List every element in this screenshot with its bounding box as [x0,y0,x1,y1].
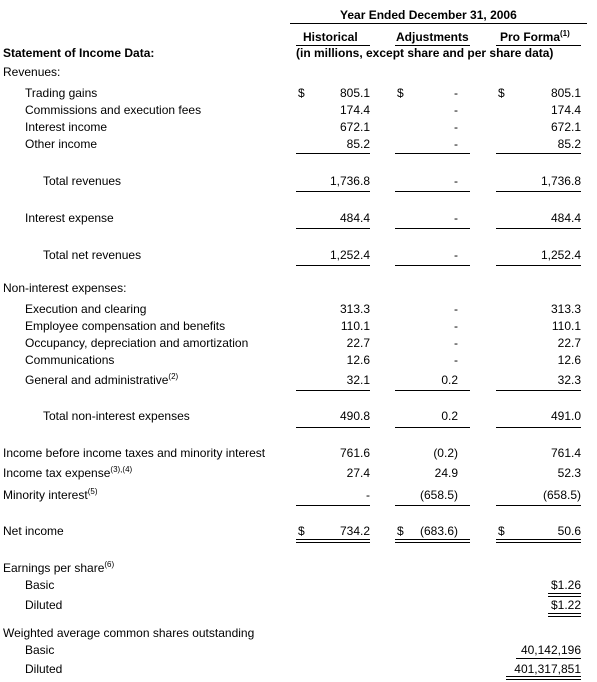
col-header-proforma-footnote: (1) [560,29,570,38]
underline [296,153,370,154]
proforma-value: 805.1 [550,86,581,100]
row-label-footnote: (5) [87,487,98,496]
shares-diluted-value: 401,317,851 [514,662,581,676]
double-underline [506,676,581,680]
shares-basic-value: 40,142,196 [520,643,581,657]
double-underline [496,539,581,543]
historical-value: 1,252.4 [329,248,370,262]
historical-value: 484.4 [339,211,370,225]
double-underline [548,593,581,597]
dollar-sign: $ [397,86,404,100]
double-underline [296,539,370,543]
underline [496,390,581,391]
underline [296,390,370,391]
historical-value: 761.6 [339,446,370,460]
underline [395,228,470,229]
proforma-value: 22.7 [557,336,581,350]
adjustment-value: 0.2 [441,409,458,423]
revenues-label: Revenues: [3,65,61,79]
row-label: Net income [3,524,64,538]
eps-diluted-value: $1.22 [550,598,581,612]
adjustment-value: - [454,248,458,262]
row-label: Interest expense [25,211,114,225]
adjustment-value: - [454,174,458,188]
eps-basic-value: $1.26 [550,578,581,592]
underline [496,228,581,229]
historical-value: 1,736.8 [329,174,370,188]
proforma-value: (658.5) [542,488,581,502]
eps-basic-label: Basic [25,578,55,592]
proforma-value: 50.6 [557,524,581,538]
dollar-sign: $ [498,524,505,538]
historical-value: 22.7 [346,336,370,350]
historical-value: 490.8 [339,409,370,423]
adjustment-value: (683.6) [419,524,458,538]
row-label: Commissions and execution fees [25,103,202,117]
underline [496,153,581,154]
adjustment-value: - [454,120,458,134]
historical-value: 672.1 [339,120,370,134]
shares-basic-label: Basic [25,643,55,657]
proforma-value: 1,252.4 [540,248,581,262]
proforma-value: 12.6 [557,353,581,367]
proforma-value: 85.2 [557,137,581,151]
underline [395,265,470,266]
dollar-sign: $ [498,86,505,100]
proforma-value: 491.0 [550,409,581,423]
historical-value: 32.1 [346,373,370,387]
underline [516,658,581,659]
noninterest-label: Non-interest expenses: [3,281,127,295]
row-label [3,488,97,502]
eps-label [3,561,114,575]
shares-label: Weighted average common shares outstanding [3,626,255,640]
row-label-text: Minority interest [3,488,88,502]
row-label: Total net revenues [43,248,142,262]
historical-value: 12.6 [346,353,370,367]
row-label-footnote: (2) [168,372,179,381]
adjustment-value: - [454,211,458,225]
dollar-sign: $ [397,524,404,538]
underline [496,265,581,266]
underline [296,228,370,229]
historical-value: 734.2 [339,524,370,538]
historical-value: 85.2 [346,137,370,151]
underline [296,427,370,428]
adjustment-value: - [454,302,458,316]
proforma-value: 313.3 [550,302,581,316]
period-header: Year Ended December 31, 2006 [340,8,517,22]
eps-label-text: Earnings per share [3,561,105,575]
adjustment-value: 24.9 [434,466,458,480]
historical-value: 174.4 [339,103,370,117]
double-underline [548,613,581,617]
proforma-value: 672.1 [550,120,581,134]
double-underline [395,539,470,543]
row-label: Execution and clearing [25,302,147,316]
row-label: Communications [25,353,115,367]
units-note: (in millions, except share and per share data) [296,46,554,60]
historical-value: 110.1 [340,319,370,333]
row-label: Income before income taxes and minority interest [3,446,266,460]
underline [395,390,470,391]
row-label: Other income [25,137,98,151]
row-label: Interest income [25,120,108,134]
row-label: Trading gains [25,86,98,100]
row-label [25,373,178,387]
historical-value: 805.1 [339,86,370,100]
underline [395,427,470,428]
proforma-value: 174.4 [550,103,581,117]
proforma-value: 484.4 [550,211,581,225]
row-label: Occupancy, depreciation and amortization [25,336,249,350]
row-label-text: Income tax expense [3,466,111,480]
adjustment-value: 0.2 [441,373,458,387]
underline [496,191,581,192]
eps-diluted-label: Diluted [25,598,63,612]
underline [296,191,370,192]
adjustment-value: - [454,336,458,350]
underline [395,153,470,154]
row-label: Total non-interest expenses [43,409,190,423]
row-label [3,466,132,480]
row-label-text: General and administrative [25,373,169,387]
proforma-value: 32.3 [557,373,581,387]
underline [296,265,370,266]
underline [296,505,370,506]
col-header-historical: Historical [303,30,358,44]
proforma-value: 1,736.8 [540,174,581,188]
col-header-proforma-text: Pro Forma [500,30,561,44]
adjustment-value: - [454,86,458,100]
underline [496,505,581,506]
adjustment-value: (658.5) [419,488,458,502]
underline [290,23,587,24]
col-header-proforma [500,30,570,44]
row-label: Total revenues [43,174,122,188]
col-header-adjustments: Adjustments [396,30,469,44]
proforma-value: 52.3 [557,466,581,480]
eps-label-footnote: (6) [104,560,115,569]
adjustment-value: - [454,137,458,151]
underline [395,505,470,506]
dollar-sign: $ [298,86,305,100]
underline [395,191,470,192]
proforma-value: 110.1 [551,319,581,333]
historical-value: 27.4 [346,466,370,480]
historical-value: 313.3 [339,302,370,316]
row-label-footnote: (3),(4) [110,465,133,474]
dollar-sign: $ [298,524,305,538]
section-title: Statement of Income Data: [3,46,155,60]
adjustment-value: - [454,103,458,117]
shares-diluted-label: Diluted [25,662,63,676]
historical-value: - [366,488,370,502]
underline [496,427,581,428]
proforma-value: 761.4 [550,446,581,460]
row-label: Employee compensation and benefits [25,319,226,333]
adjustment-value: - [454,353,458,367]
adjustment-value: (0.2) [433,446,458,460]
adjustment-value: - [454,319,458,333]
